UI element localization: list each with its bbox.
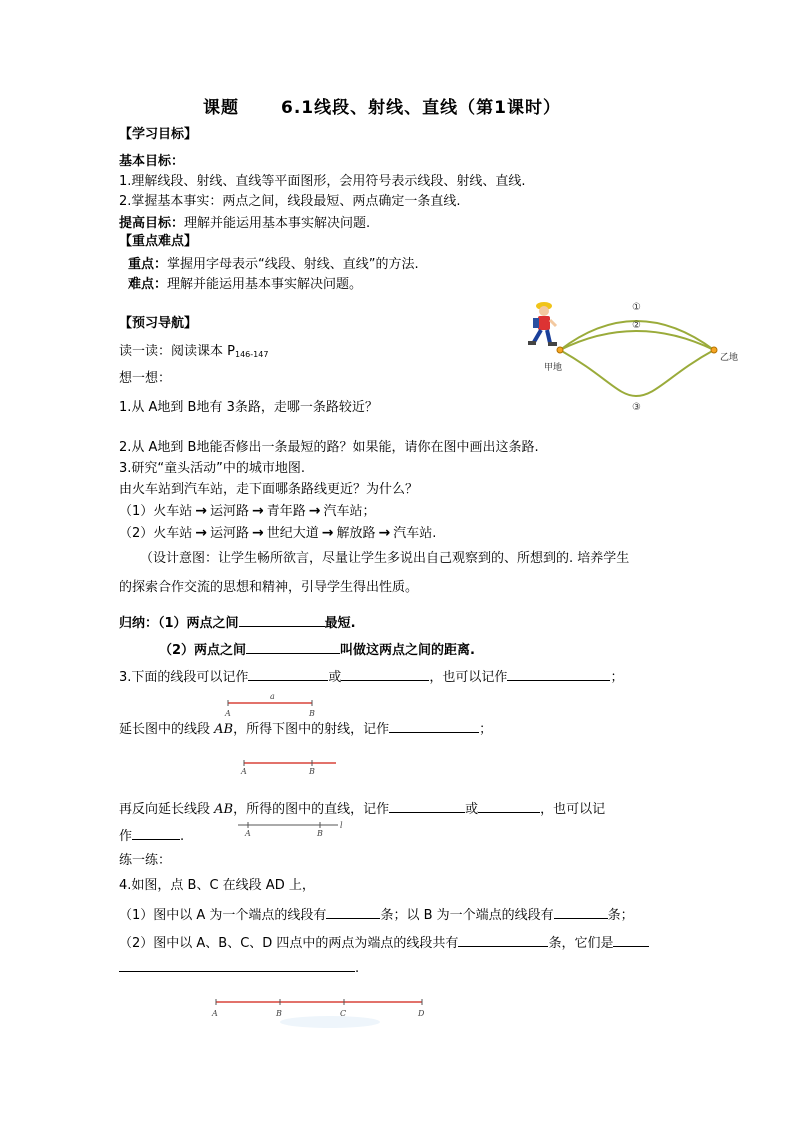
route-2-stop-4: 解放路 — [336, 526, 376, 541]
seg4-point-d-label: D — [418, 1009, 425, 1018]
segment-figure — [220, 693, 320, 719]
ray-figure — [236, 755, 340, 779]
blank-field[interactable] — [132, 826, 180, 840]
design-intent-line-2: 的探索合作交流的思想和精神，引导学生得出性质。 — [119, 580, 419, 595]
point-a-label: A — [225, 709, 231, 718]
basic-objectives-label: 基本目标： — [119, 154, 185, 169]
extend-line-text-a: 再反向延长线段 — [119, 802, 215, 817]
seg4-point-c-label: C — [340, 1009, 347, 1018]
summary-line-1 — [119, 613, 356, 632]
think-label: 想一想： — [119, 371, 172, 386]
blank-field[interactable] — [458, 933, 548, 947]
preview-heading: 【预习导航】 — [119, 316, 198, 331]
arrow-right-icon: → — [252, 503, 264, 519]
q4-1-text-b: 条；以 B 为一个端点的线段有 — [380, 908, 554, 923]
route-2-path — [560, 331, 714, 350]
blank-field[interactable] — [507, 667, 610, 681]
notation-text-b: ，也可以记作 — [429, 670, 508, 685]
advanced-objective-label: 提高目标： — [119, 216, 185, 231]
practice-end: . — [355, 961, 360, 976]
key-points-heading: 【重点难点】 — [119, 234, 198, 249]
blank-field[interactable] — [239, 613, 325, 627]
q4-1-text-c: 条； — [607, 908, 634, 923]
notation-text-a: 3.下面的线段可以记作 — [119, 670, 249, 685]
blank-field[interactable] — [326, 905, 380, 919]
blank-field[interactable] — [389, 799, 465, 813]
route-2-stop-3: 世纪大道 — [266, 526, 319, 541]
segment-name-label: a — [270, 692, 275, 701]
summary-line-2 — [159, 640, 475, 659]
summary-label: 归纳： — [119, 616, 159, 631]
blank-field[interactable] — [389, 719, 479, 733]
extend-ray-text-b: ，所得下图中的射线，记作 — [233, 722, 390, 737]
arrow-right-icon: → — [195, 525, 208, 541]
arrow-right-icon: → — [308, 503, 321, 519]
title-prefix: 课题 — [203, 98, 239, 118]
notation-or: 或 — [328, 670, 342, 685]
point-b-label: B — [309, 709, 315, 718]
seg4-point-b-label: B — [276, 1009, 282, 1018]
page-title — [203, 100, 561, 116]
q4-2-text-a: （2）图中以 A、B、C、D 四点中的两点为端点的线段共有 — [119, 936, 459, 951]
focus-text: 掌握用字母表示“线段、射线、直线”的方法. — [167, 257, 419, 272]
line-figure — [234, 818, 350, 840]
extend-line-text-c: ，也可以记 — [540, 802, 606, 817]
objective-item-1: 1.理解线段、射线、直线等平面图形，会用符号表示线段、射线、直线. — [119, 174, 526, 189]
blank-field[interactable] — [248, 667, 328, 681]
arrow-right-icon: → — [195, 503, 208, 519]
objectives-heading: 【学习目标】 — [119, 127, 198, 142]
extend-ray-text-a: 延长图中的线段 — [119, 722, 215, 737]
end-point-dot — [711, 347, 717, 353]
blank-field[interactable] — [478, 799, 540, 813]
watermark-smudge — [280, 1016, 380, 1028]
practice-question-4-2 — [119, 933, 649, 952]
ray-point-a-label: A — [241, 767, 247, 776]
line-point-b-label: B — [317, 829, 323, 838]
difficulty-label: 难点： — [128, 277, 168, 292]
extend-line-or: 或 — [465, 802, 479, 817]
line-name-label: l — [340, 821, 343, 830]
read-line — [119, 344, 268, 363]
start-point-dot — [557, 347, 563, 353]
end-place-label: 乙地 — [720, 353, 739, 363]
blank-field[interactable] — [613, 933, 649, 947]
arrow-right-icon: → — [321, 525, 334, 541]
extend-line-text-d: 作 — [119, 829, 133, 844]
route-1-stop-4: 汽车站； — [323, 504, 376, 519]
extend-line-text-b: ，所得的图中的直线，记作 — [233, 802, 390, 817]
blank-field[interactable] — [554, 905, 608, 919]
summary-1-prefix: （1）两点之间 — [158, 616, 239, 631]
focus-label: 重点： — [128, 257, 168, 272]
extend-ray-end: ； — [479, 722, 493, 737]
extend-ray-question — [119, 719, 492, 738]
route-2-stop-2: 运河路 — [210, 526, 250, 541]
route-1-stop-2: 运河路 — [210, 504, 250, 519]
question-3-sub: 由火车站到汽车站，走下面哪条路线更近？为什么？ — [119, 482, 419, 497]
route-2-stop-1: 火车站 — [153, 526, 193, 541]
extend-line-question — [119, 799, 605, 818]
summary-1-suffix: 最短. — [324, 616, 356, 631]
walking-kid-icon — [528, 302, 557, 346]
route-2-number: （2） — [119, 526, 154, 541]
extend-ray-var: AB — [214, 722, 234, 737]
practice-question-4: 4.如图，点 B、C 在线段 AD 上， — [119, 878, 315, 893]
blank-field[interactable] — [341, 667, 429, 681]
route-2-label: ② — [632, 320, 641, 331]
practice-heading: 练一练： — [119, 853, 172, 868]
route-3-path — [560, 350, 714, 396]
notation-question — [119, 667, 623, 686]
route-1-number: （1） — [119, 504, 154, 519]
ray-point-b-label: B — [309, 767, 315, 776]
segment-ad-figure — [200, 992, 440, 1024]
extend-line-cont — [119, 826, 184, 845]
route-map-figure — [520, 296, 752, 414]
read-prefix: 读一读：阅读课本 P — [119, 344, 235, 359]
focus-point — [128, 257, 419, 273]
objective-item-2: 2.掌握基本事实：两点之间，线段最短、两点确定一条直线. — [119, 194, 461, 209]
summary-2-suffix: 叫做这两点之间的距离. — [340, 643, 475, 658]
q4-2-text-b: 条，它们是 — [548, 936, 614, 951]
advanced-objective-text: 理解并能运用基本事实解决问题. — [184, 216, 371, 231]
extend-line-end: . — [180, 829, 185, 844]
blank-field[interactable] — [119, 958, 355, 972]
title-text: 6.1线段、射线、直线（第1课时） — [281, 98, 561, 118]
question-2: 2.从 A地到 B地能否修出一条最短的路？如果能，请你在图中画出这条路. — [119, 440, 539, 455]
difficulty-text: 理解并能运用基本事实解决问题。 — [167, 277, 363, 292]
route-1-stop-3: 青年路 — [266, 504, 306, 519]
start-place-label: 甲地 — [544, 363, 563, 373]
blank-field[interactable] — [246, 640, 340, 654]
practice-question-4-1 — [119, 905, 634, 924]
extend-line-var: AB — [214, 802, 234, 817]
route-3-label: ③ — [632, 402, 641, 413]
advanced-objective — [119, 216, 370, 232]
route-1-stop-1: 火车站 — [153, 504, 193, 519]
seg4-point-a-label: A — [212, 1009, 218, 1018]
q4-1-text-a: （1）图中以 A 为一个端点的线段有 — [119, 908, 327, 923]
practice-answer-line — [119, 958, 359, 977]
route-1 — [119, 503, 376, 520]
route-2-stop-5: 汽车站. — [393, 526, 437, 541]
design-intent-line-1: （设计意图：让学生畅所欲言，尽量让学生多说出自己观察到的、所想到的. 培养学生 — [140, 551, 630, 566]
summary-2-prefix: （2）两点之间 — [159, 643, 247, 658]
read-pages: 146-147 — [234, 350, 269, 359]
route-2 — [119, 525, 436, 542]
line-point-a-label: A — [245, 829, 251, 838]
question-3: 3.研究“童头活动”中的城市地图. — [119, 461, 306, 476]
notation-end: ； — [610, 670, 624, 685]
question-1: 1.从 A地到 B地有 3条路，走哪一条路较近？ — [119, 400, 378, 415]
arrow-right-icon: → — [252, 525, 264, 541]
arrow-right-icon: → — [378, 525, 391, 541]
route-1-label: ① — [632, 302, 641, 313]
difficulty-point — [128, 277, 362, 293]
